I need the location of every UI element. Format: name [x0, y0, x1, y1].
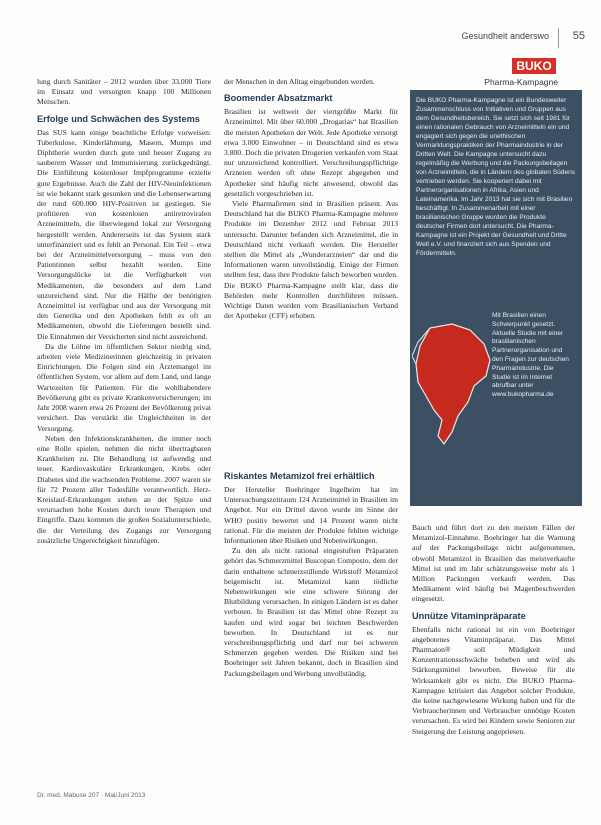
- sidebar-title: Pharma-Kampagne: [484, 77, 558, 87]
- col2b-heading: Riskantes Metamizol frei erhältlich: [224, 471, 375, 481]
- page-footer: Dr. med. Mabuse 207 · Mai/Juni 2013: [37, 792, 146, 799]
- section-title: Gesundheit anderswo: [461, 31, 549, 41]
- col1-paragraph: Da die Löhne im öffentlichen Sektor niedrig sind, arbeiten viele Medizinerinnen gleichzeitig in privaten Einrichtungen. Die Folgen sind ein Ärztemangel im öffentlichen System, vor allem auf dem Land, und lange Wartezeiten für Patienten. Für die wohlhabendere Bevölkerung gibt es private Krankenversicherungen; im Jahr 2008 waren etwa 26 Prozent der Bevölkerung privat versichert. Das verstärkt die Ungleichheiten in der Versorgung.: [37, 341, 211, 433]
- page-number: 55: [572, 30, 585, 42]
- col2-heading: Boomender Absatzmarkt: [224, 93, 333, 104]
- column-1: [37, 77, 211, 546]
- col2-paragraph: Brasilien ist weltweit der viertgrößte Markt für Arzneimittel. Mit über 60.000 „Drogarias“ hat Brasilien die meisten Apotheken der Welt. Jede Apotheke versorgt etwa 3.000 Einwohner – in Deutschland sind es etwa 3.800. Doch die privaten Drogerien verkaufen vom Staat nur unzureichend kontrolliert. Verschreibungspflichtige Arzneien werden oft ohne Rezept abgegeben und Apotheker sind häufig nicht anwesend, obwohl das gesetzlich vorgeschrieben ist.: [224, 107, 398, 198]
- col2-intro: der Menschen in den Alltag eingebunden werden.: [224, 77, 375, 86]
- sidebar-box: [410, 90, 582, 506]
- col2b-paragraph: Zu den als nicht rational eingestuften Präparaten gehört das Schmerzmittel Buscopan Composto, dem der darin enthaltene schmerzstillende Wirkstoff Metamizol beigemischt ist. Metamizol kann tödliche Nebenwirkungen wie eine schwere Störung der Blutbildung verursachen. In einigen Ländern ist es daher verboten. In Brasilien ist das Mittel ohne Rezept zu kaufen und wird sogar bei leichten Beschwerden beworben. In Deutschland ist es nur verschreibungspflichtig und darf nur bei schweren Schmerzen gegeben werden. Die Risiken sind bei Boehringer seit Jahren bekannt, doch in Brasilien sind Packungsbeilagen und Werbung unvollständig.: [224, 546, 398, 678]
- column-2: [224, 77, 398, 321]
- buko-logo: BUKO: [512, 58, 556, 74]
- col2-paragraph: Viele Pharmafirmen sind in Brasilien präsent. Aus Deutschland hat die BUKO Pharma-Kampagne mehrere Produkte im Dezember 2012 und Februar 2013 untersucht. Darunter befanden sich Arzneimittel, die in Deutschland nicht verkauft werden. Die Hersteller stellten die Mittel als „Wunderarzneien“ dar und die Informationen waren unvollständig. Einige der Firmen stellten fest, dass ihre Produkte falsch beworben wurden. Die BUKO Pharma-Kampagne stellt klar, dass die Behörden mehr Kontrollen durchführen müssen. Wichtige Daten wurden vom Brasilianischen Verband der Apotheker (CFF) erhoben.: [224, 199, 398, 321]
- col1-heading: Erfolge und Schwächen des Systems: [37, 113, 200, 124]
- column-2-lower: [224, 465, 398, 679]
- col1-paragraph: Neben den Infektionskrankheiten, die immer noch eine Rolle spielen, nehmen die nicht übertragbaren Krankheiten zu. Die Behandlung ist aufwendig und teuer. Kardiovaskuläre Erkrankungen, Krebs oder Diabetes sind die wachsenden Probleme. 2007 waren sie für 72 Prozent aller Todesfälle verantwortlich. Herz-Kreislauf-Erkrankungen stehen an der Spitze und verursachen hohe Kosten durch teure Therapien und Eingriffe. Dazu kommen die großen Sozialunterschiede, die der Verteilung des Zugangs zur Versorgung zusätzliche Ungerechtigkeit hinzufügen.: [37, 433, 211, 545]
- col3-intro: Bauch und führt dort zu den meisten Fällen der Metamizol-Einnahme. Boehringer hat die Warnung auf der Packungsbeilage nicht aufgenommen, obwohl Metamizol in Brasilien das meistverkaufte Mittel ist und im Jahr schätzungsweise mehr als 1 Million Packungen verkauft werden. Das Medikament wird häufig bei Magenbeschwerden eingesetzt.: [412, 523, 575, 604]
- map-caption: Mit Brasilien einen Schwerpunkt gesetzt. Aktuelle Studie mit einer brasilianischen Partnerorganisation und den Fragen zur deutschen Pharmaindustrie. Die Studie ist im Internet abrufbar unter www.bukopharma.de: [492, 312, 569, 399]
- col3-heading: Unnütze Vitaminpräparate: [412, 610, 526, 621]
- col1-paragraph: Das SUS kann einige beachtliche Erfolge vorweisen: Tuberkulose, Kinderlähmung, Masern, Mumps und Diphtherie wurden durch gute und besser Zugang zu sauberem Wasser und Immunisierung zurückgedrängt. Die Einführung kostenloser Impfprogramme erzielte gute Ergebnisse. Auch die Zahl der HIV-Neuinfektionen ist wie bekannt stark gesunken und die Lebenserwartung der rund 600.000 HIV-Positiven ist gestiegen. Sie profitieren von kostenlosen antiretroviralen Arzneimitteln, die überwiegend lokal zur Versorgung hergestellt werden. Andererseits ist das System stark unterfinanziert und es fehlt an Personal. Ein Teil – etwa bei der Arzneimittelversorgung – muss von den Patientinnen selbst bezahlt werden. Eine Versorgungslücke ist die Verfügbarkeit von Medikamenten, die besonders auf dem Land unzureichend sind. Nur die Hälfte der benötigten Arzneimittel ist verfügbar und aus der Versorgung mit den Generika und den Apotheken fehlt es oft an Medikamenten, obwohl die Lieferungen bestellt sind. Die Einnahmen der Versicherten sind nicht ausreichend.: [37, 127, 211, 341]
- brazil-map-icon: [412, 320, 492, 450]
- col1-intro: lung durch Sanitäter – 2012 wurden über 33.000 Tiere im Einsatz und versorgten knapp 100 Millionen Menschen.: [37, 77, 211, 107]
- col3-paragraph: Ebenfalls nicht rational ist ein von Boehringer angebotenes Vitaminpräparat. Das Mittel Pharmaton® soll Müdigkeit und Konzentrationsschwäche beheben und wird als Stärkungsmittel beworben. Beweise für die Wirksamkeit gibt es nicht. Die BUKO Pharma-Kampagne kritisiert das Angebot solcher Produkte, die keine nachgewiesene Wirkung haben und für die Verbraucherinnen und Verbraucher unnötige Kosten verursachen. Es wird bei Kindern sowie Senioren zur Steigerung der Leistung angepriesen.: [412, 624, 575, 736]
- page-header: [0, 28, 601, 50]
- column-3: [412, 523, 575, 737]
- buko-sidebar: [410, 59, 582, 510]
- header-divider: [558, 28, 559, 48]
- col2b-paragraph: Der Hersteller Boehringer Ingelheim hat im Untersuchungszeitraum 124 Arzneimittel in Brasilien im Angebot. Nur ein Drittel davon wurde im Sinne der WHO positiv bewertet und 14 Prozent waren nicht rational. Für die meisten der Produkte fehlten wichtige Informationen über Risiken und Nebenwirkungen.: [224, 485, 398, 546]
- sidebar-text: Die BUKO Pharma-Kampagne ist ein Bundesweiter Zusammenschluss von Initiativen und Gruppen aus dem Gesundheitsbereich. Sie setzt sich seit 1981 für einen rationalen Gebrauch von Arzneimitteln ein und engagiert sich gegen die unethischen Vermarktungspraktiken der Pharmaindustrie in der Dritten Welt. Die Kampagne untersucht dazu regelmäßig die Werbung und die Packungsbeilagen von Arzneimitteln, die in Ländern des globalen Südens vertrieben werden. Sie kooperiert dabei mit Partnerorganisationen in Afrika, Asien und Lateinamerika. Im Jahr 2013 hat sie sich mit Brasilien beschäftigt. In Zusammenarbeit mit einer brasilianischen Gruppe wurden die Produkte deutscher Firmen dort untersucht. Die Pharma-Kampagne ist ein Projekt der Gesundheit und Dritte Welt e.V. und finanziert sich aus Spenden und Fördermitteln.: [416, 97, 576, 257]
